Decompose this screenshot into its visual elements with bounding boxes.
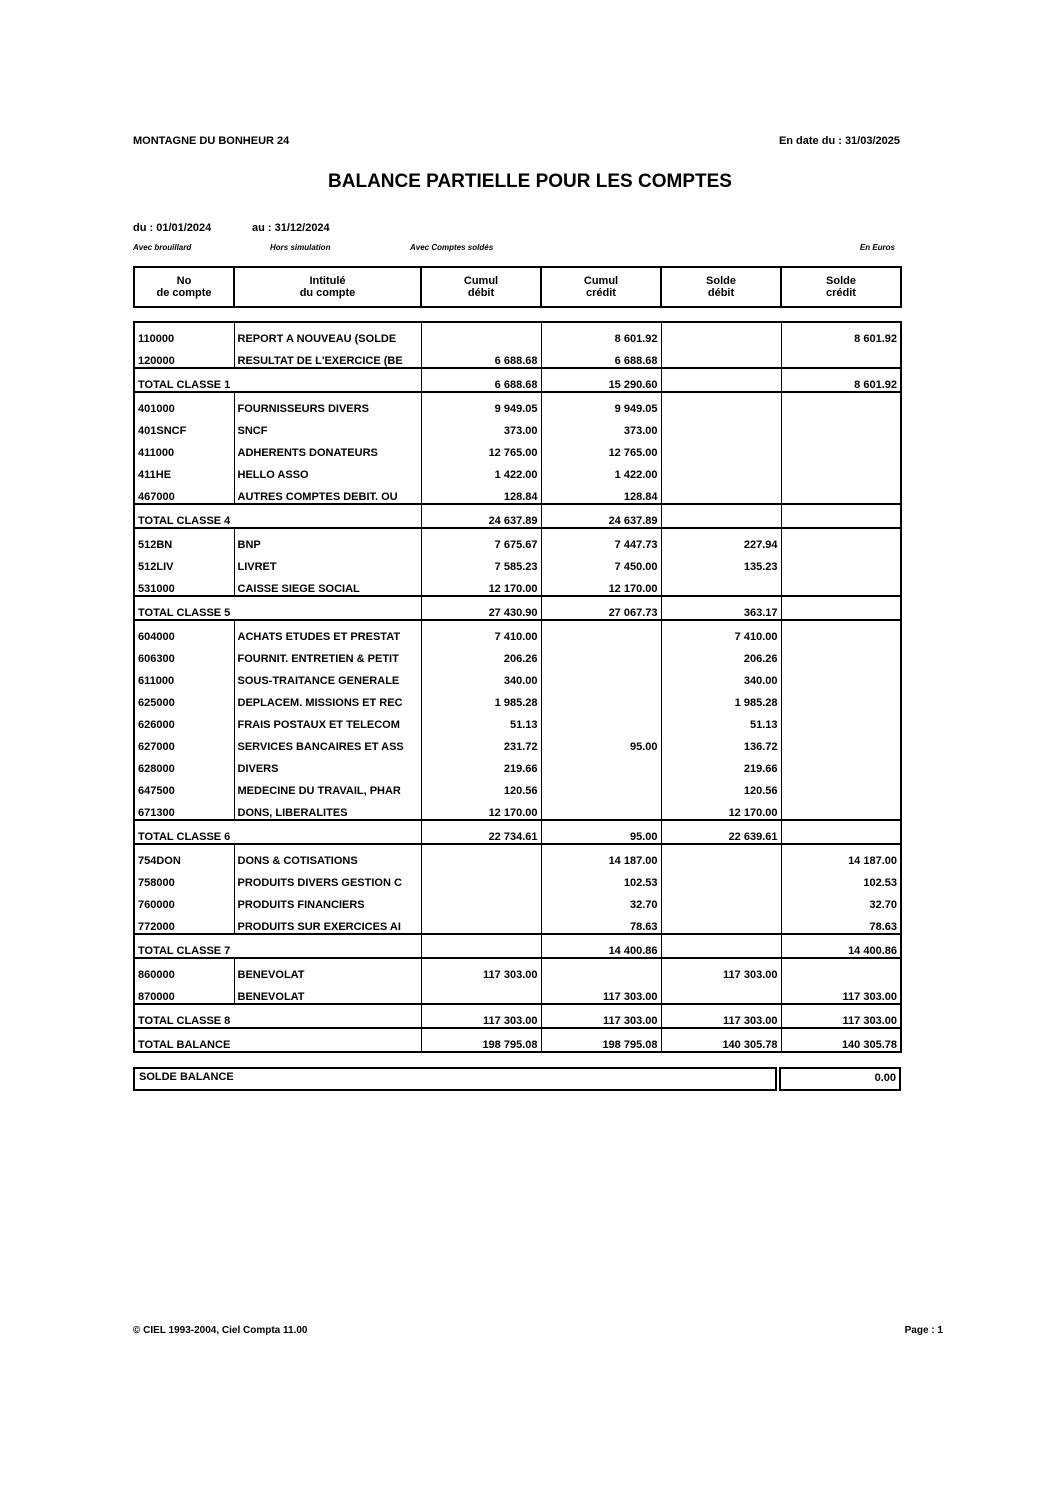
account-label: PRODUITS SUR EXERCICES AI — [234, 911, 421, 934]
cumul-credit-cell: 7 450.00 — [541, 551, 661, 573]
solde-credit-cell — [781, 687, 901, 709]
cumul-debit-cell: 9 949.05 — [421, 392, 541, 415]
solde-credit-cell — [781, 775, 901, 797]
column-header-table — [133, 266, 902, 308]
solde-credit-cell — [781, 481, 901, 504]
solde-credit-cell — [781, 551, 901, 573]
cumul-credit-cell: 24 637.89 — [541, 504, 661, 528]
solde-credit-cell: 102.53 — [781, 867, 901, 889]
solde-credit-cell — [781, 753, 901, 775]
table-row — [134, 665, 901, 687]
solde-balance-label: SOLDE BALANCE — [139, 1071, 234, 1083]
cumul-debit-cell: 128.84 — [421, 481, 541, 504]
total-row — [134, 368, 901, 392]
solde-debit-cell: 206.26 — [661, 643, 781, 665]
cumul-debit-cell: 12 765.00 — [421, 437, 541, 459]
account-label: CAISSE SIEGE SOCIAL — [234, 573, 421, 596]
total-label: TOTAL CLASSE 1 — [134, 368, 421, 392]
table-row — [134, 687, 901, 709]
table-row — [134, 551, 901, 573]
total-row — [134, 934, 901, 958]
solde-credit-cell — [781, 797, 901, 820]
solde-credit-cell — [781, 504, 901, 528]
account-label: HELLO ASSO — [234, 459, 421, 481]
account-number: 626000 — [134, 709, 234, 731]
account-number: 110000 — [134, 322, 234, 345]
account-label: ADHERENTS DONATEURS — [234, 437, 421, 459]
column-header-solde-debit: Solde débit — [661, 267, 781, 307]
account-label: AUTRES COMPTES DEBIT. OU — [234, 481, 421, 504]
account-number: 772000 — [134, 911, 234, 934]
cumul-credit-cell — [541, 709, 661, 731]
account-label: FRAIS POSTAUX ET TELECOM — [234, 709, 421, 731]
account-label: FOURNIT. ENTRETIEN & PETIT — [234, 643, 421, 665]
period-start: du : 01/01/2024 — [133, 222, 212, 234]
column-header-no: No de compte — [134, 267, 234, 307]
cumul-credit-cell — [541, 958, 661, 981]
cumul-debit-cell: 1 422.00 — [421, 459, 541, 481]
table-row — [134, 797, 901, 820]
solde-debit-cell: 219.66 — [661, 753, 781, 775]
solde-debit-cell: 12 170.00 — [661, 797, 781, 820]
table-row — [134, 459, 901, 481]
cumul-debit-cell: 219.66 — [421, 753, 541, 775]
cumul-debit-cell: 340.00 — [421, 665, 541, 687]
solde-credit-cell — [781, 437, 901, 459]
table-row — [134, 392, 901, 415]
account-label: PRODUITS FINANCIERS — [234, 889, 421, 911]
cumul-credit-cell: 14 187.00 — [541, 844, 661, 867]
account-number: 411HE — [134, 459, 234, 481]
cumul-debit-cell — [421, 844, 541, 867]
column-header-cumul-credit: Cumul crédit — [541, 267, 661, 307]
total-row — [134, 596, 901, 620]
cumul-credit-cell: 32.70 — [541, 889, 661, 911]
account-number: 647500 — [134, 775, 234, 797]
solde-debit-cell: 117 303.00 — [661, 1004, 781, 1028]
period-end: au : 31/12/2024 — [252, 222, 330, 234]
table-row — [134, 709, 901, 731]
table-row — [134, 911, 901, 934]
table-row — [134, 437, 901, 459]
table-row — [134, 620, 901, 643]
cumul-credit-cell — [541, 753, 661, 775]
cumul-credit-cell — [541, 643, 661, 665]
account-number: 411000 — [134, 437, 234, 459]
solde-balance-value-box — [779, 1067, 901, 1091]
solde-debit-cell: 51.13 — [661, 709, 781, 731]
account-label: REPORT A NOUVEAU (SOLDE — [234, 322, 421, 345]
cumul-debit-cell — [421, 911, 541, 934]
account-label: SOUS-TRAITANCE GENERALE — [234, 665, 421, 687]
account-number: 467000 — [134, 481, 234, 504]
solde-debit-cell: 136.72 — [661, 731, 781, 753]
column-header-cumul-debit: Cumul débit — [421, 267, 541, 307]
solde-debit-cell — [661, 415, 781, 437]
solde-credit-cell — [781, 958, 901, 981]
table-row — [134, 753, 901, 775]
solde-credit-cell — [781, 665, 901, 687]
cumul-debit-cell — [421, 889, 541, 911]
cumul-debit-cell: 22 734.61 — [421, 820, 541, 844]
total-label: TOTAL BALANCE — [134, 1028, 421, 1052]
option-brouillard: Avec brouillard — [133, 243, 192, 252]
option-simulation: Hors simulation — [270, 243, 331, 252]
account-number: 401000 — [134, 392, 234, 415]
cumul-debit-cell: 51.13 — [421, 709, 541, 731]
account-label: PRODUITS DIVERS GESTION C — [234, 867, 421, 889]
account-number: 512BN — [134, 528, 234, 551]
cumul-debit-cell: 7 675.67 — [421, 528, 541, 551]
report-date: En date du : 31/03/2025 — [778, 135, 900, 147]
solde-credit-cell — [781, 731, 901, 753]
account-label: SNCF — [234, 415, 421, 437]
account-number: 760000 — [134, 889, 234, 911]
cumul-credit-cell: 15 290.60 — [541, 368, 661, 392]
table-row — [134, 345, 901, 368]
table-row — [134, 528, 901, 551]
solde-credit-cell — [781, 643, 901, 665]
footer-copyright: © CIEL 1993-2004, Ciel Compta 11.00 — [133, 1325, 308, 1336]
account-label: DONS, LIBERALITES — [234, 797, 421, 820]
option-currency: En Euros — [859, 243, 895, 252]
total-row — [134, 1004, 901, 1028]
cumul-debit-cell: 7 410.00 — [421, 620, 541, 643]
account-label: FOURNISSEURS DIVERS — [234, 392, 421, 415]
solde-debit-cell — [661, 322, 781, 345]
account-number: 606300 — [134, 643, 234, 665]
cumul-credit-cell: 128.84 — [541, 481, 661, 504]
solde-credit-cell: 140 305.78 — [781, 1028, 901, 1052]
solde-debit-cell — [661, 573, 781, 596]
account-number: 611000 — [134, 665, 234, 687]
cumul-credit-cell — [541, 797, 661, 820]
account-number: 754DON — [134, 844, 234, 867]
account-number: 860000 — [134, 958, 234, 981]
table-row — [134, 775, 901, 797]
table-row — [134, 844, 901, 867]
balance-table — [133, 321, 902, 1053]
cumul-credit-cell: 7 447.73 — [541, 528, 661, 551]
cumul-debit-cell: 12 170.00 — [421, 797, 541, 820]
account-number: 401SNCF — [134, 415, 234, 437]
account-number: 120000 — [134, 345, 234, 368]
solde-credit-cell — [781, 709, 901, 731]
cumul-credit-cell — [541, 687, 661, 709]
account-label: DIVERS — [234, 753, 421, 775]
solde-debit-cell: 22 639.61 — [661, 820, 781, 844]
cumul-debit-cell: 6 688.68 — [421, 368, 541, 392]
cumul-debit-cell: 24 637.89 — [421, 504, 541, 528]
cumul-debit-cell: 27 430.90 — [421, 596, 541, 620]
table-row — [134, 643, 901, 665]
solde-credit-cell — [781, 528, 901, 551]
account-number: 870000 — [134, 981, 234, 1004]
page-title: BALANCE PARTIELLE POUR LES COMPTES — [328, 171, 732, 192]
solde-debit-cell: 227.94 — [661, 528, 781, 551]
solde-debit-cell — [661, 437, 781, 459]
cumul-credit-cell: 373.00 — [541, 415, 661, 437]
solde-debit-cell — [661, 844, 781, 867]
cumul-credit-cell: 117 303.00 — [541, 1004, 661, 1028]
solde-debit-cell: 363.17 — [661, 596, 781, 620]
solde-balance-value: 0.00 — [874, 1072, 896, 1084]
solde-credit-cell — [781, 596, 901, 620]
solde-debit-cell — [661, 481, 781, 504]
account-label: RESULTAT DE L'EXERCICE (BE — [234, 345, 421, 368]
solde-debit-cell — [661, 911, 781, 934]
total-label: TOTAL CLASSE 5 — [134, 596, 421, 620]
solde-debit-cell: 135.23 — [661, 551, 781, 573]
solde-debit-cell — [661, 504, 781, 528]
cumul-credit-cell: 9 949.05 — [541, 392, 661, 415]
cumul-credit-cell: 12 170.00 — [541, 573, 661, 596]
account-number: 512LIV — [134, 551, 234, 573]
solde-credit-cell — [781, 573, 901, 596]
cumul-credit-cell: 1 422.00 — [541, 459, 661, 481]
total-row — [134, 820, 901, 844]
table-row — [134, 573, 901, 596]
account-label: BNP — [234, 528, 421, 551]
total-row — [134, 504, 901, 528]
solde-debit-cell — [661, 368, 781, 392]
account-number: 531000 — [134, 573, 234, 596]
table-row — [134, 981, 901, 1004]
table-row — [134, 889, 901, 911]
solde-credit-cell — [781, 345, 901, 368]
cumul-credit-cell: 95.00 — [541, 731, 661, 753]
total-label: TOTAL CLASSE 7 — [134, 934, 421, 958]
account-label: DEPLACEM. MISSIONS ET REC — [234, 687, 421, 709]
cumul-debit-cell: 12 170.00 — [421, 573, 541, 596]
cumul-credit-cell — [541, 775, 661, 797]
account-label: BENEVOLAT — [234, 958, 421, 981]
cumul-debit-cell: 231.72 — [421, 731, 541, 753]
account-label: MEDECINE DU TRAVAIL, PHAR — [234, 775, 421, 797]
solde-debit-cell — [661, 392, 781, 415]
cumul-credit-cell: 27 067.73 — [541, 596, 661, 620]
cumul-credit-cell: 8 601.92 — [541, 322, 661, 345]
solde-credit-cell: 14 187.00 — [781, 844, 901, 867]
account-number: 628000 — [134, 753, 234, 775]
cumul-debit-cell: 7 585.23 — [421, 551, 541, 573]
account-label: DONS & COTISATIONS — [234, 844, 421, 867]
cumul-credit-cell — [541, 665, 661, 687]
solde-debit-cell — [661, 867, 781, 889]
solde-credit-cell: 8 601.92 — [781, 322, 901, 345]
cumul-credit-cell: 95.00 — [541, 820, 661, 844]
cumul-debit-cell: 117 303.00 — [421, 1004, 541, 1028]
solde-credit-cell: 32.70 — [781, 889, 901, 911]
total-row — [134, 1028, 901, 1052]
solde-balance-label-box — [133, 1067, 777, 1091]
cumul-credit-cell: 12 765.00 — [541, 437, 661, 459]
solde-credit-cell: 8 601.92 — [781, 368, 901, 392]
account-number: 625000 — [134, 687, 234, 709]
cumul-credit-cell: 102.53 — [541, 867, 661, 889]
account-number: 627000 — [134, 731, 234, 753]
cumul-credit-cell: 117 303.00 — [541, 981, 661, 1004]
table-row — [134, 322, 901, 345]
total-label: TOTAL CLASSE 4 — [134, 504, 421, 528]
solde-debit-cell — [661, 981, 781, 1004]
column-header-intitule: Intitulé du compte — [234, 267, 421, 307]
cumul-debit-cell — [421, 934, 541, 958]
solde-credit-cell — [781, 620, 901, 643]
cumul-debit-cell: 1 985.28 — [421, 687, 541, 709]
cumul-debit-cell: 6 688.68 — [421, 345, 541, 368]
account-label: ACHATS ETUDES ET PRESTAT — [234, 620, 421, 643]
total-label: TOTAL CLASSE 8 — [134, 1004, 421, 1028]
solde-debit-cell — [661, 889, 781, 911]
solde-debit-cell: 1 985.28 — [661, 687, 781, 709]
solde-credit-cell — [781, 392, 901, 415]
solde-debit-cell — [661, 459, 781, 481]
cumul-credit-cell: 14 400.86 — [541, 934, 661, 958]
account-number: 758000 — [134, 867, 234, 889]
solde-debit-cell — [661, 345, 781, 368]
solde-credit-cell — [781, 415, 901, 437]
account-number: 671300 — [134, 797, 234, 820]
cumul-credit-cell — [541, 620, 661, 643]
cumul-debit-cell: 117 303.00 — [421, 958, 541, 981]
table-row — [134, 867, 901, 889]
cumul-debit-cell: 373.00 — [421, 415, 541, 437]
total-label: TOTAL CLASSE 6 — [134, 820, 421, 844]
solde-debit-cell: 7 410.00 — [661, 620, 781, 643]
cumul-debit-cell — [421, 322, 541, 345]
solde-credit-cell: 78.63 — [781, 911, 901, 934]
cumul-debit-cell: 120.56 — [421, 775, 541, 797]
cumul-credit-cell: 78.63 — [541, 911, 661, 934]
account-label: BENEVOLAT — [234, 981, 421, 1004]
cumul-credit-cell: 198 795.08 — [541, 1028, 661, 1052]
solde-credit-cell — [781, 820, 901, 844]
cumul-debit-cell: 206.26 — [421, 643, 541, 665]
solde-debit-cell: 117 303.00 — [661, 958, 781, 981]
account-label: LIVRET — [234, 551, 421, 573]
account-label: SERVICES BANCAIRES ET ASS — [234, 731, 421, 753]
solde-debit-cell — [661, 934, 781, 958]
table-row — [134, 731, 901, 753]
account-number: 604000 — [134, 620, 234, 643]
solde-credit-cell — [781, 459, 901, 481]
solde-credit-cell: 14 400.86 — [781, 934, 901, 958]
table-row — [134, 415, 901, 437]
column-header-solde-credit: Solde crédit — [781, 267, 901, 307]
cumul-debit-cell — [421, 981, 541, 1004]
cumul-credit-cell: 6 688.68 — [541, 345, 661, 368]
table-row — [134, 481, 901, 504]
solde-debit-cell: 340.00 — [661, 665, 781, 687]
table-row — [134, 958, 901, 981]
page-number: Page : 1 — [904, 1325, 943, 1336]
cumul-debit-cell: 198 795.08 — [421, 1028, 541, 1052]
company-name: MONTAGNE DU BONHEUR 24 — [133, 135, 290, 147]
solde-debit-cell: 140 305.78 — [661, 1028, 781, 1052]
solde-debit-cell: 120.56 — [661, 775, 781, 797]
solde-credit-cell: 117 303.00 — [781, 1004, 901, 1028]
solde-credit-cell: 117 303.00 — [781, 981, 901, 1004]
option-comptes-soldes: Avec Comptes soldés — [410, 243, 494, 252]
cumul-debit-cell — [421, 867, 541, 889]
